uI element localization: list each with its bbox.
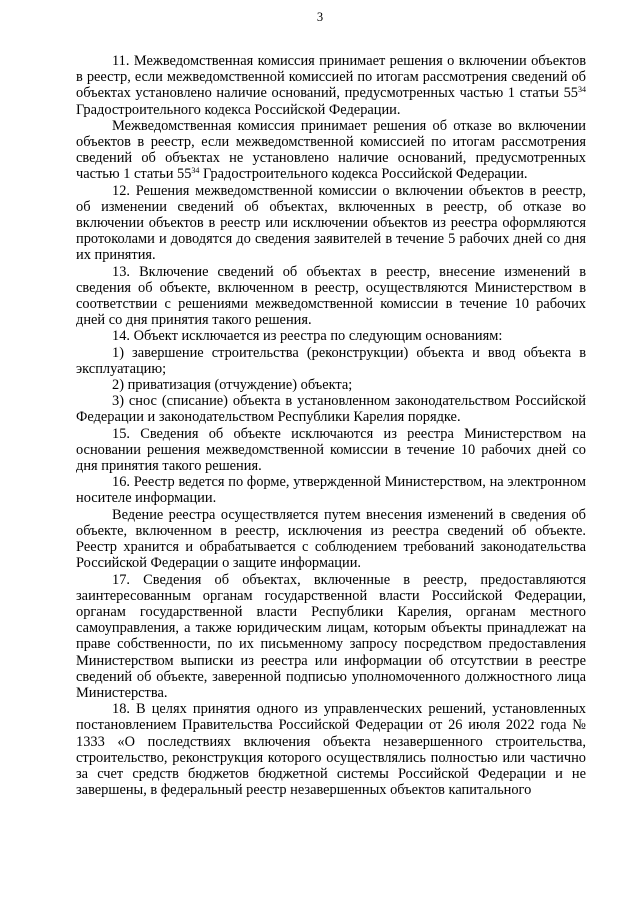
- paragraph-14: 14. Объект исключается из реестра по следующим основаниям:: [112, 328, 503, 345]
- paragraph-14-item-1: 1) завершение строительства (реконструкции) объекта и ввод объекта в эксплуатацию;: [76, 344, 586, 377]
- paragraph-16: 16. Реестр ведется по форме, утвержденной Министерством, на электронном носителе информации.: [76, 474, 586, 507]
- paragraph-11-text: 11. Межведомственная комиссия принимает решения о включении объектов в реестр, если межведомственной комиссией по итогам рассмотрения сведений об объектах установлено наличие оснований, предусмотренных частью 1 статьи 55: [76, 53, 586, 102]
- paragraph-13: 13. Включение сведений об объектах в реестр, внесение изменений в сведения об объекте, включенном в реестр, осуществляются Министерством в соответствии с решениями межведомственной комиссии в течение 10 рабочих дней со дня принятия такого решения.: [76, 263, 586, 329]
- paragraph-11-refusal-text: Межведомственная комиссия принимает решения об отказе во включении объектов в реестр, если межведомственной комиссией по итогам рассмотрения сведений об объектах не установлено наличие оснований, предусмотренных частью 1 статьи 55: [76, 117, 586, 183]
- paragraph-15: 15. Сведения об объекте исключаются из реестра Министерством на основании решения межведомственной комиссии в течение 10 рабочих дней со дня принятия такого решения.: [76, 425, 586, 475]
- paragraph-11-refusal-tail: Градостроительного кодекса Российской Федерации.: [199, 166, 528, 183]
- paragraph-12: 12. Решения межведомственной комиссии о включении объектов в реестр, об изменении сведений об объектах, включенных в реестр, об отказе во включении объектов в реестр или исключении объектов из реестра оформляются протоколами и доводятся до сведения заявителей в течение 5 рабочих дней со дня их принятия.: [76, 182, 586, 264]
- paragraph-14-item-2: 2) приватизация (отчуждение) объекта;: [112, 377, 353, 394]
- paragraph-11-refusal: [76, 118, 586, 183]
- paragraph-16-maintenance: Ведение реестра осуществляется путем внесения изменений в сведения об объекте, включенном в реестр, исключения из реестра сведений об объекте. Реестр хранится и обрабатывается с соблюдением требований законодательства Российской Федерации о защите информации.: [76, 506, 586, 572]
- article-superscript: 34: [191, 166, 200, 176]
- paragraph-18: 18. В целях принятия одного из управленческих решений, установленных постановлением Правительства Российской Федерации от 26 июля 2022 года № 1333 «О последствиях включения объекта незавершенного строительства, строительство, реконструкция которого осуществлялись полностью или частично за счет средств бюджетов бюджетной системы Российской Федерации и не завершены, в федеральный реестр незавершенных объектов капитального: [76, 701, 586, 799]
- paragraph-14-item-3: 3) снос (списание) объекта в установленном законодательством Российской Федерации и законодательством Республики Карелия порядке.: [76, 393, 586, 426]
- document-body: [76, 53, 586, 798]
- article-superscript: 34: [578, 85, 586, 95]
- paragraph-11: [76, 53, 586, 118]
- paragraph-17: 17. Сведения об объектах, включенные в реестр, предоставляются заинтересованным органам государственной власти Российской Федерации, органам государственной власти Республики Карелия, органам местного самоуправления, а также юридическим лицам, которым объекты принадлежат на праве собственности, по их письменному запросу посредством предоставления Министерством выписки из реестра или информации об отсутствии в реестре сведений об объекте, заверенной подписью уполномоченного должностного лица Министерства.: [76, 571, 586, 701]
- paragraph-11-tail: Градостроительного кодекса Российской Федерации.: [76, 101, 401, 118]
- page-number: 3: [316, 10, 324, 24]
